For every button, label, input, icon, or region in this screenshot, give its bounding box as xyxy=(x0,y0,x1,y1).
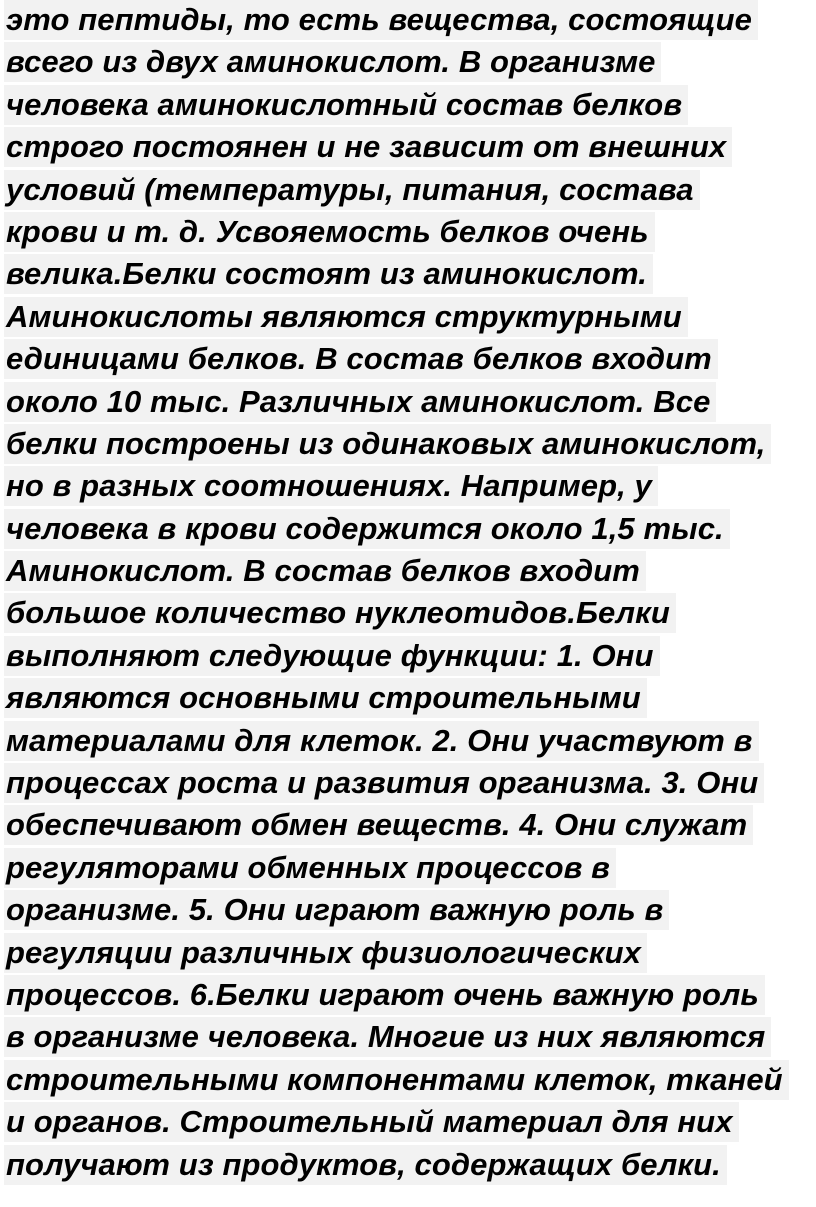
text-line-content: материалами для клеток. 2. Они участвуют в xyxy=(4,721,759,761)
text-line-content: обеспечивают обмен веществ. 4. Они служат xyxy=(4,805,753,845)
text-line xyxy=(4,424,816,466)
text-line xyxy=(4,382,816,424)
text-line-content: и органов. Строительный материал для них xyxy=(4,1102,739,1142)
text-line xyxy=(4,636,816,678)
text-line xyxy=(4,85,816,127)
text-line xyxy=(4,1145,816,1187)
text-line-content: это пептиды, то есть вещества, состоящие xyxy=(4,0,758,40)
text-line-content: получают из продуктов, содержащих белки. xyxy=(4,1145,727,1185)
text-line xyxy=(4,466,816,508)
text-line-content: крови и т. д. Усвояемость белков очень xyxy=(4,212,655,252)
text-line-content: условий (температуры, питания, состава xyxy=(4,170,700,210)
text-line-content: строго постоянен и не зависит от внешних xyxy=(4,127,732,167)
text-line-content: человека аминокислотный состав белков xyxy=(4,85,688,125)
text-line-content: процессов. 6.Белки играют очень важную роль xyxy=(4,975,765,1015)
text-line-content: Аминокислоты являются структурными xyxy=(4,297,688,337)
text-line xyxy=(4,254,816,296)
text-line-content: являются основными строительными xyxy=(4,678,647,718)
text-line-content: но в разных соотношениях. Например, у xyxy=(4,466,658,506)
text-line xyxy=(4,1017,816,1059)
text-line-content: большое количество нуклеотидов.Белки xyxy=(4,593,676,633)
text-line-content: в организме человека. Многие из них являются xyxy=(4,1017,771,1057)
text-line xyxy=(4,127,816,169)
text-line-content: велика.Белки состоят из аминокислот. xyxy=(4,254,653,294)
text-line xyxy=(4,339,816,381)
text-line xyxy=(4,1060,816,1102)
text-line xyxy=(4,721,816,763)
text-line xyxy=(4,170,816,212)
text-line-content: строительными компонентами клеток, тканей xyxy=(4,1060,789,1100)
text-line-content: белки построены из одинаковых аминокислот, xyxy=(4,424,771,464)
text-line-content: регуляторами обменных процессов в xyxy=(4,848,616,888)
text-line xyxy=(4,975,816,1017)
text-line xyxy=(4,0,816,42)
text-line xyxy=(4,848,816,890)
text-line xyxy=(4,297,816,339)
text-line xyxy=(4,890,816,932)
text-line-content: Аминокислот. В состав белков входит xyxy=(4,551,646,591)
text-line xyxy=(4,1102,816,1144)
text-line xyxy=(4,212,816,254)
text-line xyxy=(4,805,816,847)
text-line-content: регуляции различных физиологических xyxy=(4,933,647,973)
text-line-content: организме. 5. Они играют важную роль в xyxy=(4,890,669,930)
text-line xyxy=(4,933,816,975)
text-line xyxy=(4,551,816,593)
text-line-content: человека в крови содержится около 1,5 тыс. xyxy=(4,509,730,549)
text-line xyxy=(4,509,816,551)
text-line-content: около 10 тыс. Различных аминокислот. Все xyxy=(4,382,716,422)
body-text xyxy=(4,0,816,1187)
text-line xyxy=(4,593,816,635)
text-line-content: единицами белков. В состав белков входит xyxy=(4,339,718,379)
text-line xyxy=(4,42,816,84)
text-line-content: выполняют следующие функции: 1. Они xyxy=(4,636,660,676)
text-line xyxy=(4,763,816,805)
text-line-content: всего из двух аминокислот. В организме xyxy=(4,42,661,82)
text-line xyxy=(4,678,816,720)
text-line-content: процессах роста и развития организма. 3. Они xyxy=(4,763,764,803)
